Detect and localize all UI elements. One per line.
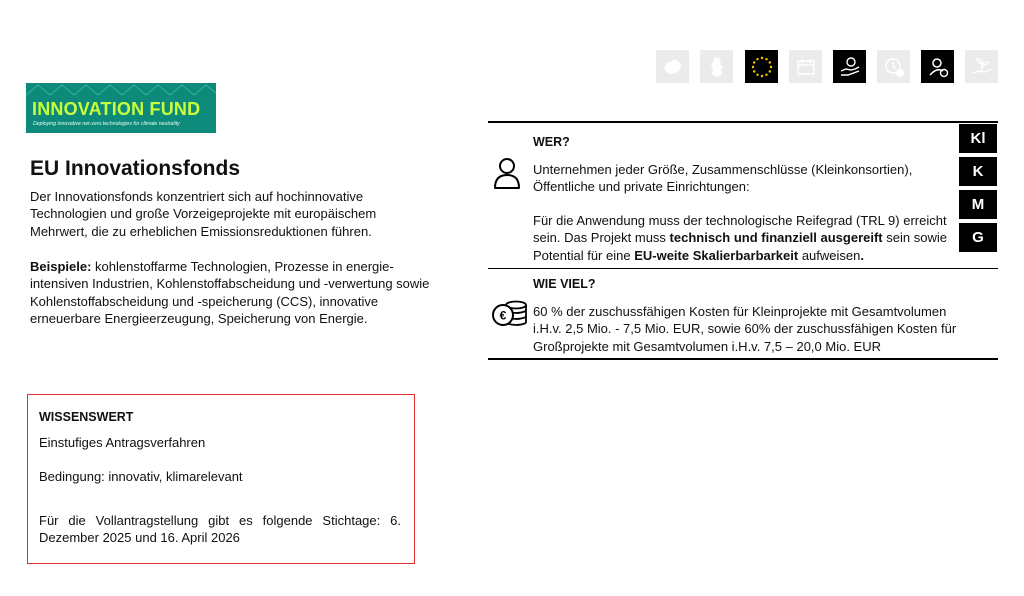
hand-money-icon (833, 50, 866, 83)
table-bottom-rule (488, 358, 998, 360)
wer-req-part1: Für die Anwendung muss der technologische Reifegrad (TRL 9) erreicht sein. Das Projekt muss (533, 213, 947, 246)
eu-star (760, 74, 762, 76)
eu-star (753, 70, 755, 72)
eu-star (765, 58, 767, 60)
wie-viel-heading: WIE VIEL? (533, 277, 596, 291)
eu-star (760, 56, 762, 58)
eu-stars-icon (745, 50, 778, 83)
calendar-icon (789, 50, 822, 83)
clock-euro-icon (877, 50, 910, 83)
size-badge-kleinst: Kl (959, 124, 997, 153)
wer-req-bold1: technisch und finanziell ausgereift (669, 230, 883, 246)
examples-label: Beispiele: (30, 259, 92, 274)
plant-hand-icon (965, 50, 998, 83)
wer-req-period: . (860, 247, 864, 263)
wer-req-bold2: EU-weite Skalierbarbarkeit (634, 247, 799, 263)
eu-star (768, 61, 770, 63)
eu-star (753, 61, 755, 63)
svg-text:€: € (499, 308, 507, 323)
wer-requirements-text (533, 212, 953, 264)
eu-star (756, 58, 758, 60)
person-euro-icon (921, 50, 954, 83)
size-badge-mittel: M (959, 190, 997, 219)
person-icon (492, 156, 522, 190)
table-top-rule (488, 121, 998, 123)
eu-star (768, 70, 770, 72)
procedure-text: Einstufiges Antragsverfahren (39, 435, 206, 450)
germany-map-icon (700, 50, 733, 83)
eu-star (751, 65, 753, 67)
funding-criteria-icon-strip (656, 50, 998, 84)
intro-paragraph: Der Innovationsfonds konzentriert sich auf hochinnovative Technologien und große Vorzeigeprojekte mit europäischem Mehrwert, die zu erheblichen Emissionsreduktionen führen. (30, 189, 377, 239)
wissenswert-heading: WISSENSWERT (39, 410, 134, 424)
wer-heading: WER? (533, 135, 570, 149)
eu-star (765, 73, 767, 75)
condition-text: Bedingung: innovativ, klimarelevant (39, 469, 243, 484)
table-mid-rule (488, 268, 998, 269)
wer-req-part3: aufweisen (798, 247, 861, 263)
deadline-text: Für die Vollantragstellung gibt es folgende Stichtage: 6. Dezember 2025 und 16. April 2026 (39, 513, 401, 546)
logo-chevron-pattern (26, 83, 216, 97)
wer-eligibility-text: Unternehmen jeder Größe, Zusammenschlüsse (Kleinkonsortien), Öffentliche und private Einrichtungen: (533, 162, 913, 195)
wer-req-part2: sein sowie Potential für eine (533, 230, 947, 263)
size-badge-gross: G (959, 223, 997, 252)
examples-text: kohlenstoffarme Technologien, Prozesse in energie-intensiven Industrien, Kohlenstoffabscheidung und -verwertung sowie Kohlenstoffabscheidung und -speicherung (CCS), innovative erneuerbare Energieerzeugung, Speicherung von Energie. (30, 259, 430, 327)
wissenswert-box (27, 394, 415, 564)
logo-tagline: Deploying innovative net-zero technologies for climate neutrality (33, 121, 180, 127)
euro-coins-icon (491, 299, 529, 329)
innovation-fund-logo (26, 83, 216, 133)
eu-star (756, 73, 758, 75)
examples-paragraph (30, 258, 440, 328)
logo-title: INNOVATION FUND (32, 99, 201, 119)
page-title: EU Innovationsfonds (30, 157, 240, 180)
size-badge-klein: K (959, 157, 997, 186)
state-map-icon (656, 50, 689, 83)
eu-star (769, 65, 771, 67)
wie-viel-funding-text: 60 % der zuschussfähigen Kosten für Kleinprojekte mit Gesamtvolumen i.H.v. 2,5 Mio. - 7,5 Mio. EUR, sowie 60% der zuschussfähigen Kosten für Großprojekte mit Gesamtvolumen i.H.v. 7,5 – 20,0 Mio. EUR (533, 304, 957, 354)
